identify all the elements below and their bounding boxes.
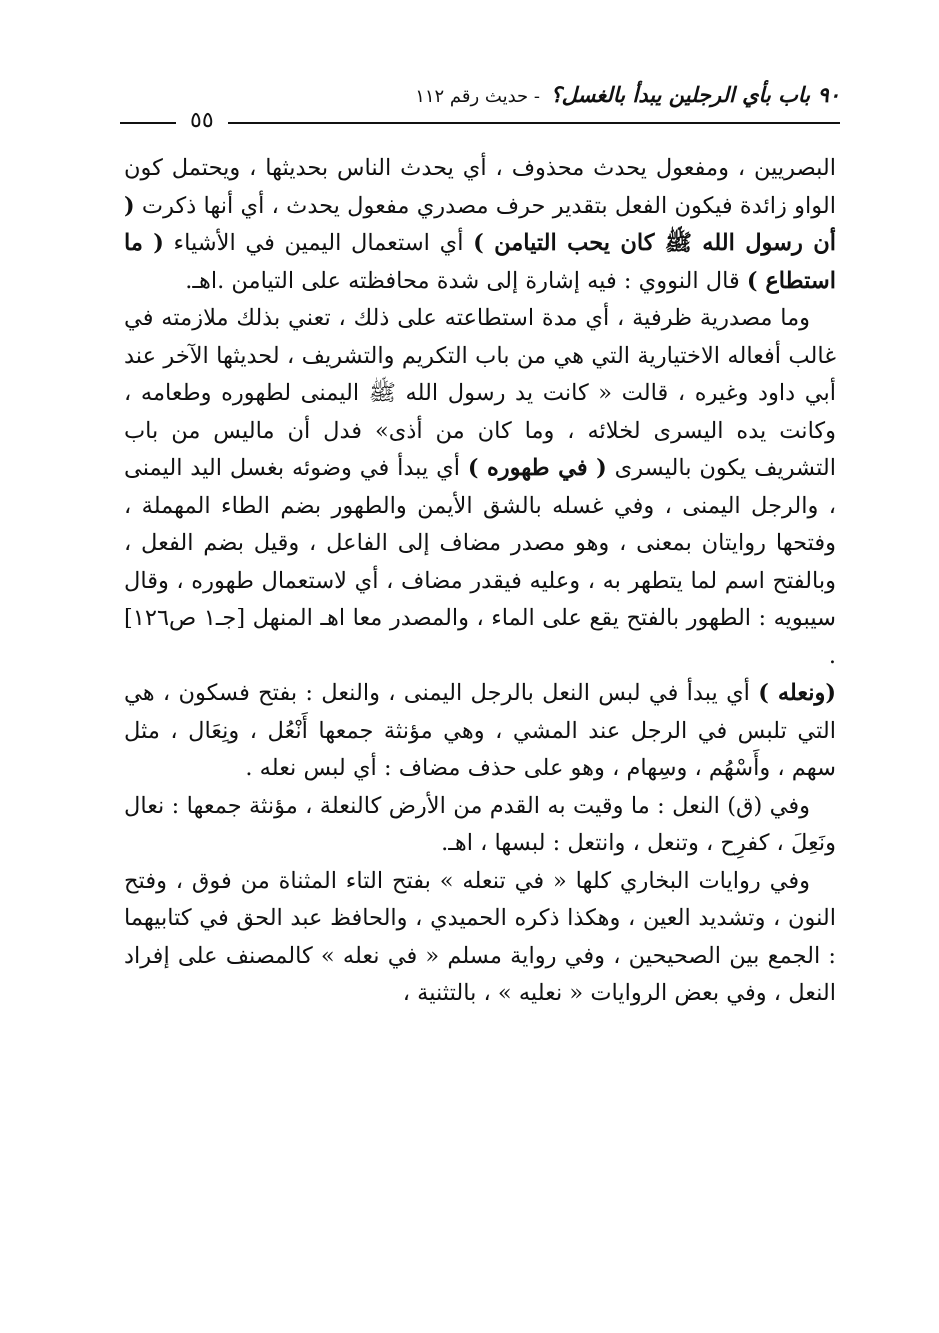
commentary-text: أي يبدأ في وضوئه بغسل اليد اليمنى ، والرجل اليمنى ، وفي غسله بالشق الأيمن والطهور بضم الطاء المهملة ، وفتحها روايتان بمعنى ، وهو مصدر مضاف إلى الفاعل ، وقيل بضم الفعل ، وبالفتح اسم لما يتطهر به ، وعليه فيقدر مضاف ، أي لاستعمال طهوره ، وقال سيبويه : الطهور بالفتح يقع على الماء ، والمصدر معا اهـ المنهل [جـ١ ص١٢٦] . [124,455,836,669]
paragraph [124,150,836,300]
paragraph [124,675,836,788]
commentary-text: البصريين ، ومفعول يحدث محذوف ، أي يحدث الناس بحديثها ، ويحتمل كون الواو زائدة فيكون الفعل بتقدير حرف مصدري مفعول يحدث ، أي أنها ذكرت [124,155,836,219]
quoted-matn-text: (ونعله ) [758,680,836,706]
page-body [124,150,836,1013]
commentary-text: وما مصدرية ظرفية ، أي مدة استطاعته على ذلك ، تعني بذلك ملازمته في غالب أفعاله الاختيارية التي هي من باب التكريم والتشريف ، لحديثها الآخر عند أبي داود وغيره ، قالت « كانت يد رسول الله ﷺ اليمنى لطهوره وطعامه ، وكانت يده اليسرى لخلائه ، وما كان من أذى» فدل أن ماليس من باب التشريف يكون باليسرى [124,305,837,481]
header-rule [120,122,840,124]
quoted-matn-text: ( أن رسول الله ﷺ كان يحب التيامن ) [124,192,836,256]
paragraph [124,863,836,1013]
commentary-text: وفي روايات البخاري كلها « في تنعله » بفتح التاء المثناة من فوق ، وفتح النون ، وتشديد العين ، وهكذا ذكره الحميدي ، والحافظ عبد الحق في كتابيهما : الجمع بين الصحيحين ، وفي رواية مسلم « في نعله » كالمصنف على إفراد النعل ، وفي بعض الروايات « نعليه » ، بالتثنية ، [124,867,836,1006]
paragraph [124,788,836,863]
commentary-text: أي يبدأ في لبس النعل بالرجل اليمنى ، والنعل : بفتح فسكون ، هي التي تلبس في الرجل عند المشي ، وهي مؤنثة جمعها أَنْعُل ، ونِعَال ، مثل سهم ، وأَسْهُم ، وسِهام ، وهو على حذف مضاف : أي لبس نعله . [124,680,836,781]
page-number: ٥٥ [176,106,228,136]
hadith-reference: - حديث رقم ١١٢ [415,86,540,107]
paragraph [124,300,836,675]
page-header [120,78,840,134]
chapter-title: ٩٠ باب بأي الرجلين يبدأ بالغسل؟ [550,82,840,107]
quoted-matn-text: ( ما استطاع ) [124,230,836,294]
commentary-text: أي استعمال اليمين في الأشياء [163,230,474,256]
commentary-text: قال النووي : فيه إشارة إلى شدة محافظته على التيامن .اهـ. [185,267,747,294]
quoted-matn-text: ( في طهوره ) [467,455,607,481]
commentary-text: وفي (ق) النعل : ما وقيت به القدم من الأرض كالنعلة ، مؤنثة جمعها : نعال ونَعِلَ ، كفرِح ، وتنعل ، وانتعل : لبسها ، اهـ. [124,792,836,856]
